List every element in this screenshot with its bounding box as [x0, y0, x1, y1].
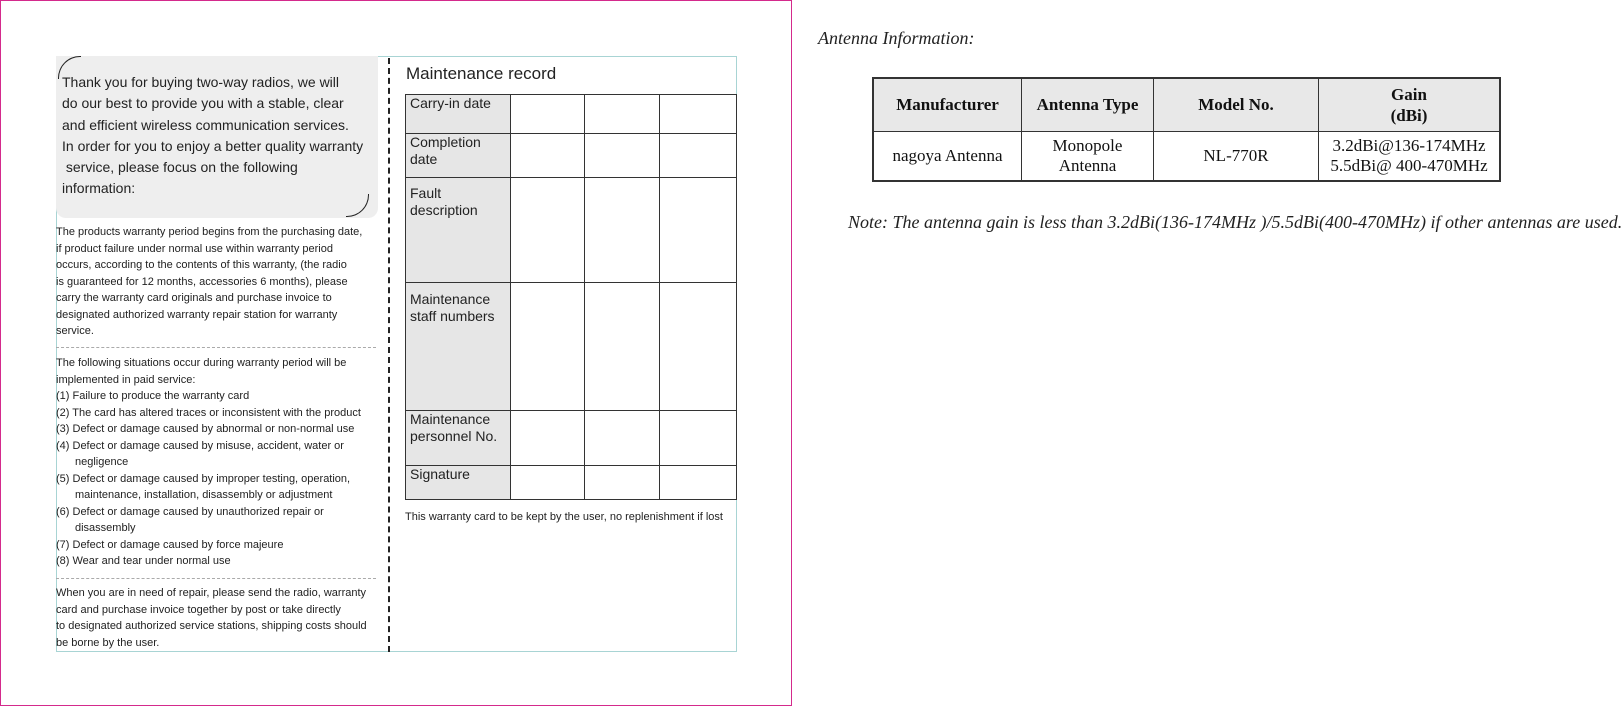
text-line: if product failure under normal use within warranty period: [56, 242, 333, 255]
text-line: service.: [56, 325, 94, 337]
table-cell[interactable]: [585, 411, 660, 466]
table-cell[interactable]: [511, 95, 585, 134]
maintenance-record-table: [405, 94, 737, 500]
table-cell[interactable]: [660, 134, 737, 178]
table-row: [406, 283, 737, 411]
maintenance-record-title: Maintenance record: [406, 64, 557, 83]
text-line: to designated authorized service stations, shipping costs should: [56, 620, 367, 632]
table-cell[interactable]: [585, 95, 660, 134]
table-row: [406, 134, 737, 178]
list-item: (3) Defect or damage caused by abnormal or non-normal use: [56, 423, 355, 435]
list-item: (8) Wear and tear under normal use: [56, 555, 231, 567]
intro-line: In order for you to enjoy a better quality warranty: [62, 137, 364, 154]
text-line: The following situations occur during warranty period will be: [56, 357, 347, 369]
keep-card-note: This warranty card to be kept by the user, no replenishment if lost: [405, 511, 723, 523]
text-line: carry the warranty card originals and purchase invoice to: [56, 292, 332, 304]
table-cell[interactable]: [660, 95, 737, 134]
table-cell[interactable]: [660, 178, 737, 283]
list-item: (2) The card has altered traces or inconsistent with the product: [56, 406, 361, 419]
list-item: (7) Defect or damage caused by force majeure: [56, 538, 284, 551]
table-row: [406, 95, 737, 134]
text-line: is guaranteed for 12 months, accessories 6 months), please: [56, 275, 348, 288]
cell-antenna-type: Monopole Antenna: [1022, 132, 1154, 182]
paid-service-text: [56, 355, 374, 570]
table-cell[interactable]: [511, 178, 585, 283]
table-cell[interactable]: [511, 411, 585, 466]
table-cell[interactable]: [511, 283, 585, 411]
text-line: occurs, according to the contents of this warranty, (the radio: [56, 259, 347, 271]
section-separator: [56, 578, 376, 579]
cell-gain: 3.2dBi@136-174MHz 5.5dBi@ 400-470MHz: [1319, 132, 1501, 182]
antenna-gain-note: Note: The antenna gain is less than 3.2dBi(136-174MHz )/5.5dBi(400-470MHz) if other antennas are used.: [848, 212, 1622, 232]
repair-text: [56, 585, 374, 651]
table-row: [406, 466, 737, 500]
list-item: (6) Defect or damage caused by unauthorized repair or: [56, 505, 324, 518]
text-line: designated authorized warranty repair station for warranty: [56, 308, 338, 321]
fold-line: [388, 58, 390, 652]
list-item-continued: maintenance, installation, disassembly or adjustment: [75, 489, 333, 501]
text-line: The products warranty period begins from the purchasing date,: [56, 226, 363, 238]
intro-line: and efficient wireless communication services.: [62, 116, 349, 133]
header-gain: Gain (dBi): [1319, 78, 1501, 132]
text-line: be borne by the user.: [56, 636, 160, 649]
row-label-staff-numbers: Maintenance staff numbers: [406, 283, 511, 411]
table-header-row: [873, 78, 1500, 132]
antenna-table: [872, 77, 1501, 182]
table-cell[interactable]: [585, 178, 660, 283]
list-item: (1) Failure to produce the warranty card: [56, 390, 250, 402]
table-cell[interactable]: [660, 411, 737, 466]
list-item-continued: negligence: [75, 456, 129, 468]
table-cell[interactable]: [585, 466, 660, 500]
antenna-info-title: Antenna Information:: [818, 28, 975, 48]
row-label-carry-in: Carry-in date: [406, 95, 511, 134]
list-item-continued: disassembly: [75, 522, 136, 534]
table-row: [406, 178, 737, 283]
warranty-period-text: [56, 224, 374, 340]
intro-text: [62, 72, 364, 200]
intro-line: Thank you for buying two-way radios, we will: [62, 74, 340, 90]
text-line: card and purchase invoice together by post or take directly: [56, 603, 341, 616]
table-row: [873, 132, 1500, 182]
row-label-fault: Fault description: [406, 178, 511, 283]
header-model-no: Model No.: [1154, 78, 1319, 132]
table-cell[interactable]: [660, 283, 737, 411]
list-item: (5) Defect or damage caused by improper testing, operation,: [56, 472, 351, 485]
table-cell[interactable]: [660, 466, 737, 500]
cell-model-no: NL-770R: [1154, 132, 1319, 182]
table-cell[interactable]: [511, 466, 585, 500]
text-line: When you are in need of repair, please send the radio, warranty: [56, 587, 367, 599]
section-separator: [56, 347, 376, 348]
intro-line: do our best to provide you with a stable, clear: [62, 95, 344, 112]
table-row: [406, 411, 737, 466]
header-manufacturer: Manufacturer: [873, 78, 1022, 132]
row-label-completion: Completion date: [406, 134, 511, 178]
cell-manufacturer: nagoya Antenna: [873, 132, 1022, 182]
table-cell[interactable]: [511, 134, 585, 178]
row-label-personnel-no: Maintenance personnel No.: [406, 411, 511, 466]
table-cell[interactable]: [585, 134, 660, 178]
row-label-signature: Signature: [406, 466, 511, 500]
list-item: (4) Defect or damage caused by misuse, accident, water or: [56, 439, 344, 452]
intro-line: service, please focus on the following: [62, 159, 298, 176]
intro-line: information:: [62, 180, 136, 197]
header-antenna-type: Antenna Type: [1022, 78, 1154, 132]
text-line: implemented in paid service:: [56, 373, 196, 386]
table-cell[interactable]: [585, 283, 660, 411]
